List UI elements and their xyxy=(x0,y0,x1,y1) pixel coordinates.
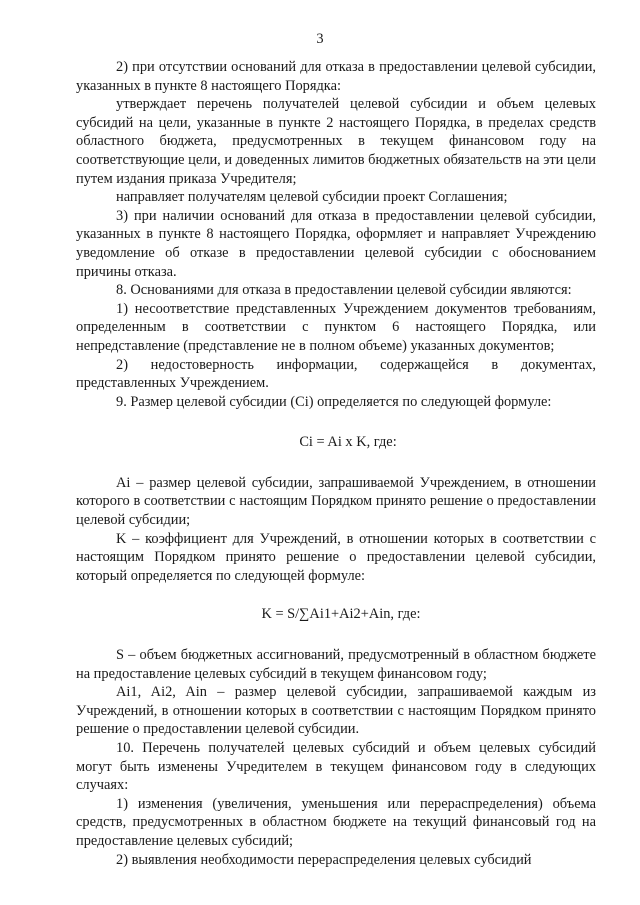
paragraph: 2) при отсутствии оснований для отказа в предоставлении целевой субсидии, указанных в пункте 8 настоящего Порядка: xyxy=(76,59,596,94)
paragraph: 10. Перечень получателей целевых субсидий и объем целевых субсидий могут быть изменены Учредителем в текущем финансовом году в следующих случаях: xyxy=(76,740,596,794)
paragraph: 9. Размер целевой субсидии (Ci) определяется по следующей формуле: xyxy=(116,393,552,410)
page-number: 3 xyxy=(316,31,324,47)
paragraph: S – объем бюджетных ассигнований, предусмотренный в областном бюджете на предоставление целевых субсидий в текущем финансовом году; xyxy=(76,647,596,682)
paragraph: утверждает перечень получателей целевой субсидии и объем целевых субсидий на цели, указанные в пункте 2 настоящего Порядка, в пределах средств областного бюджета, предусмотренных в текущем финансовом году на соответствующие цели, и доведенных лимитов бюджетных обязательств на эти цели путем издания приказа Учредителя; xyxy=(76,96,596,187)
document-body xyxy=(76,58,596,869)
paragraph: 3) при наличии оснований для отказа в предоставлении целевой субсидии, указанных в пункте 8 настоящего Порядка, оформляет и направляет Учреждению уведомление об отказе в предоставлении целевой субсидии с обоснованием причины отказа. xyxy=(76,207,596,280)
paragraph: 2) недостоверность информации, содержащейся в документах, представленных Учреждением. xyxy=(76,356,596,392)
paragraph: 8. Основаниями для отказа в предоставлении целевой субсидии являются: xyxy=(116,282,572,299)
formula-k: K = S/∑Ai1+Ai2+Ain, где: xyxy=(261,606,421,623)
paragraph: 2) выявления необходимости перераспределения целевых субсидий xyxy=(116,851,532,868)
paragraph: 1) несоответствие представленных Учреждением документов требованиям, определенным в соответствии с пунктом 6 настоящего Порядка, или непредставление (представление не в полном объеме) указанных документов; xyxy=(76,300,596,354)
paragraph: 1) изменения (увеличения, уменьшения или перераспределения) объема средств, предусмотренных в областном бюджете на текущий финансовый год на предоставление целевых субсидий; xyxy=(76,795,596,849)
paragraph: Ai1, Ai2, Ain – размер целевой субсидии, запрашиваемой каждым из Учреждений, в отношении которых в соответствии с настоящим Порядком принято решение о предоставлении целевой субсидии. xyxy=(76,684,596,738)
paragraph: направляет получателям целевой субсидии проект Соглашения; xyxy=(116,189,508,206)
paragraph: K – коэффициент для Учреждений, в отношении которых в соответствии с настоящим Порядком принято решение о предоставлении целевой субсидии, который определяется по следующей формуле: xyxy=(76,530,596,584)
paragraph: Ai – размер целевой субсидии, запрашиваемой Учреждением, в отношении которого в соответствии с настоящим Порядком принято решение о предоставлении целевой субсидии; xyxy=(76,474,596,529)
formula-ci: Ci = Ai x K, где: xyxy=(299,434,397,451)
